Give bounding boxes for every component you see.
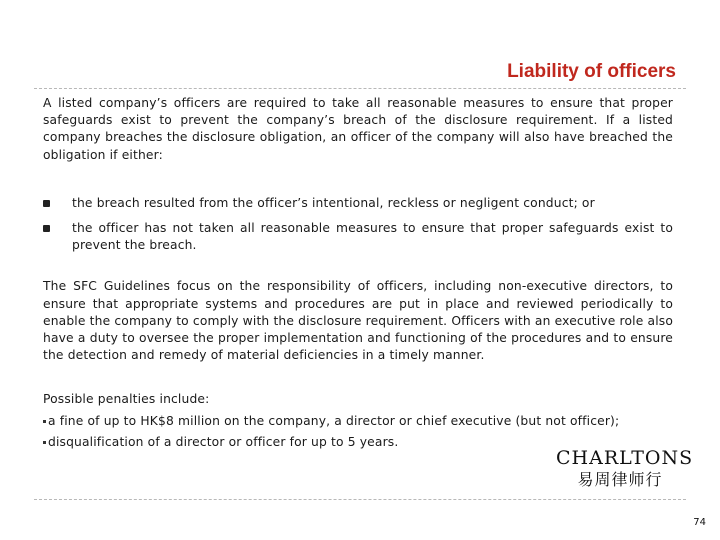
logo-name: CHARLTONS	[556, 447, 694, 469]
penalties-heading: Possible penalties include:	[43, 392, 210, 407]
list-item	[43, 220, 673, 254]
square-bullet-icon	[43, 225, 50, 232]
logo-chinese-name: 易周律师行	[577, 470, 663, 489]
list-item-text: the breach resulted from the officer’s intentional, reckless or negligent conduct; or	[72, 195, 595, 210]
page-number: 74	[693, 517, 706, 528]
dot-bullet-icon	[43, 441, 46, 444]
penalty-item-text: a fine of up to HK$8 million on the company, a director or chief executive (but not officer);	[48, 413, 620, 428]
conditions-list	[43, 195, 673, 255]
slide-body	[43, 95, 673, 451]
page-title: Liability of officers	[507, 61, 676, 82]
list-item	[43, 195, 673, 212]
list-item-text: the officer has not taken all reasonable measures to ensure that proper safeguards exist to prevent the breach.	[72, 221, 673, 253]
bottom-divider	[34, 499, 686, 500]
square-bullet-icon	[43, 200, 50, 207]
guidelines-paragraph: The SFC Guidelines focus on the responsibility of officers, including non-executive directors, to ensure that appropriate systems and procedures are put in place and reviewed periodically to enable the company to comply with the disclosure requirement. Officers with an executive role also have a duty to oversee the proper implementation and functioning of the procedures and to ensure the detection and remedy of material deficiencies in a timely manner.	[43, 279, 673, 363]
dot-bullet-icon	[43, 420, 46, 423]
charltons-logo	[556, 447, 694, 497]
intro-paragraph: A listed company’s officers are required to take all reasonable measures to ensure that proper safeguards exist to prevent the company’s breach of the disclosure requirement. If a listed company breaches the disclosure obligation, an officer of the company will also have breached the obligation if either:	[43, 96, 673, 162]
penalty-item	[43, 413, 673, 430]
penalty-item-text: disqualification of a director or officer for up to 5 years.	[48, 434, 399, 449]
top-divider	[34, 88, 686, 89]
